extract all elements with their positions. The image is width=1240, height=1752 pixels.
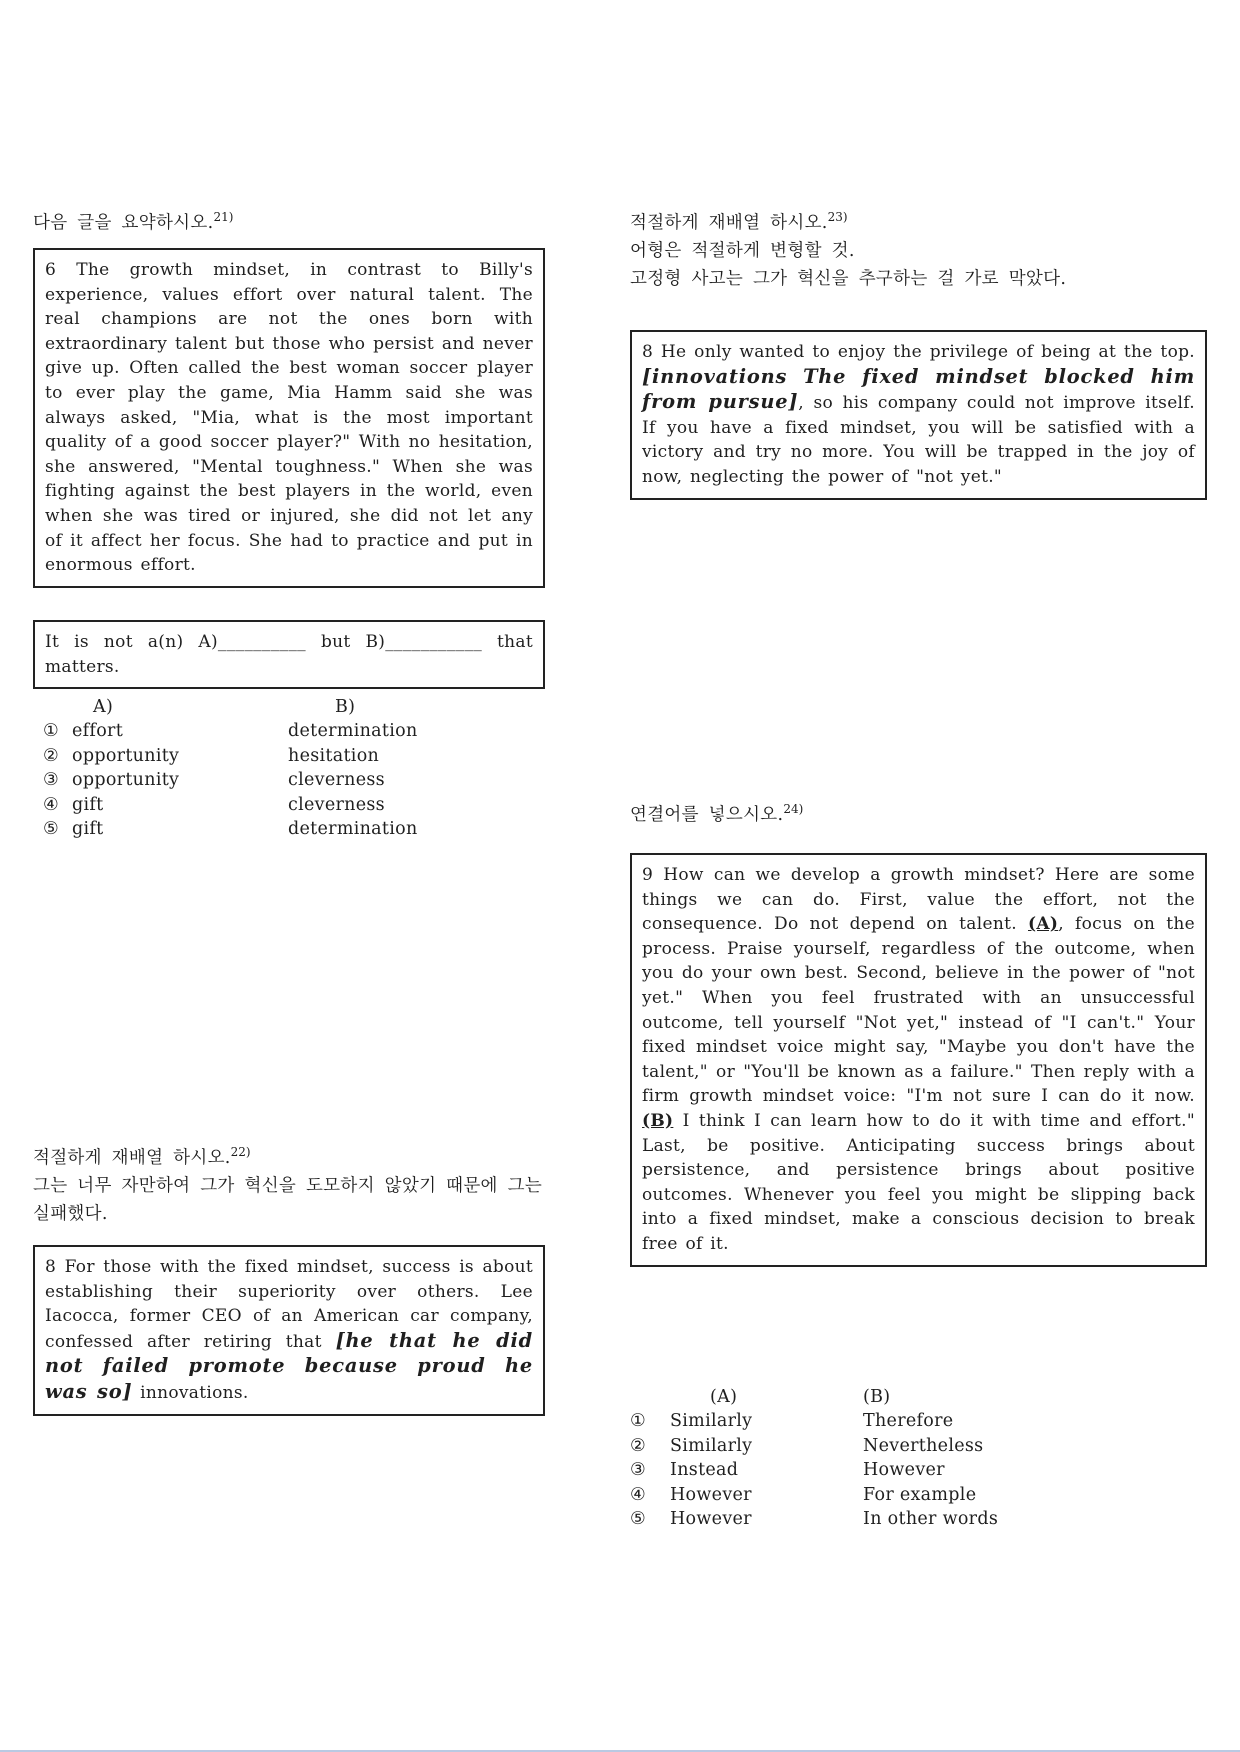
- q24-option-5: [630, 1507, 1207, 1531]
- q21-option-5: [33, 817, 545, 841]
- q24-options: [630, 1385, 1207, 1531]
- option-number-spacer: [630, 1385, 670, 1409]
- option-b-value: hesitation: [288, 745, 380, 766]
- option-a-value: Similarly: [670, 1435, 753, 1456]
- option-b-value: Nevertheless: [863, 1435, 984, 1456]
- option-number: ③: [43, 770, 59, 791]
- q21-prompt-text: 다음 글을 요약하시오.: [33, 212, 214, 233]
- option-a-value: effort: [72, 721, 124, 742]
- option-a-value: opportunity: [72, 770, 180, 791]
- q24-passage-box: [630, 853, 1207, 1267]
- q22-prompt-text: 적절하게 재배열 하시오.: [33, 1147, 231, 1168]
- q21-passage-box: [33, 248, 545, 588]
- q21-col-b-header: B): [335, 697, 356, 717]
- option-number-spacer: [43, 695, 72, 719]
- q21-option-2: [33, 744, 545, 768]
- q22-passage-box: [33, 1245, 545, 1416]
- q23-footnote-ref: 23): [827, 210, 848, 224]
- option-b-value: cleverness: [288, 794, 385, 815]
- q23-prompt-line: [630, 203, 1207, 237]
- q24-footnote-ref: 24): [783, 802, 804, 816]
- option-a-value: gift: [72, 819, 104, 840]
- option-number: ②: [630, 1435, 646, 1456]
- option-number: ④: [43, 794, 59, 815]
- q21-col-a-header: A): [93, 697, 114, 717]
- q21-summary-sentence: It is not a(n) A)__________ but B)___________ that matters.: [45, 632, 533, 677]
- option-b-value: For example: [863, 1484, 977, 1505]
- q24-prompt: [630, 795, 1207, 829]
- option-a-value: gift: [72, 794, 104, 815]
- q23-prompt-text: 적절하게 재배열 하시오.: [630, 212, 828, 233]
- option-number: ⑤: [43, 819, 59, 840]
- q22-condition: 그는 너무 자만하여 그가 혁신을 도모하지 않았기 때문에 그는 실패했다.: [33, 1175, 543, 1224]
- left-column: [33, 0, 545, 1752]
- option-b-value: Therefore: [863, 1411, 954, 1432]
- q21-options: [33, 695, 545, 841]
- option-number: ③: [630, 1460, 646, 1481]
- q24-options-header: [630, 1385, 1207, 1409]
- right-column: [630, 0, 1207, 1752]
- option-a-value: opportunity: [72, 745, 180, 766]
- q24-option-2: [630, 1434, 1207, 1458]
- q23-prompt: [630, 203, 1207, 293]
- q24-option-3: [630, 1458, 1207, 1482]
- q21-footnote-ref: 21): [213, 210, 234, 224]
- option-number: ④: [630, 1484, 646, 1505]
- q21-option-3: [33, 768, 545, 792]
- q22-prompt: [33, 1138, 545, 1228]
- q22-prompt-line: [33, 1138, 545, 1172]
- option-number: ②: [43, 745, 59, 766]
- option-a-value: Similarly: [670, 1411, 753, 1432]
- q21-option-1: [33, 719, 545, 743]
- option-b-value: cleverness: [288, 770, 385, 791]
- option-number: ①: [630, 1411, 646, 1432]
- q21-passage: 6 The growth mindset, in contrast to Billy's experience, values effort over natural talent. The real champions are not the ones born with extraordinary talent but those who persist and never give up. Often called the best woman soccer player to ever play the game, Mia Hamm said she was always asked, "Mia, what is the most important quality of a good soccer player?" With no hesitation, she answered, "Mental toughness." When she was fighting against the best players in the world, even when she was tired or injured, she did not let any of it affect her focus. She had to practice and put in enormous effort.: [45, 260, 533, 576]
- q22-passage: 8 For those with the fixed mindset, success is about establishing their superiority over others. Lee Iacocca, former CEO of an American car company, confessed after retiring that [he that he did not failed promote because proud he was so] innovations.: [45, 1257, 533, 1403]
- q21-option-4: [33, 793, 545, 817]
- q24-col-a-header: (A): [710, 1387, 738, 1407]
- q24-col-b-header: (B): [863, 1387, 891, 1407]
- option-b-value: determination: [288, 819, 418, 840]
- option-b-value: However: [863, 1460, 945, 1481]
- q23-passage-box: [630, 330, 1207, 500]
- option-number: ①: [43, 721, 59, 742]
- q23-condition-2: 고정형 사고는 그가 혁신을 추구하는 걸 가로 막았다.: [630, 268, 1067, 289]
- option-a-value: However: [670, 1509, 752, 1530]
- q21-prompt: [33, 203, 545, 237]
- q24-passage: 9 How can we develop a growth mindset? Here are some things we can do. First, value the effort, not the consequence. Do not depend on talent. (A), focus on the process. Praise yourself, regardless of the outcome, when you do your own best. Second, believe in the power of "not yet." When you feel frustrated with an unsuccessful outcome, tell yourself "Not yet," instead of "I can't." Your fixed mindset voice might say, "Maybe you don't have the talent," or "You'll be known as a failure." Then reply with a firm growth mindset voice: "I'm not sure I can do it now. (B) I think I can learn how to do it with time and effort." Last, be positive. Anticipating success brings about persistence, and persistence brings about positive outcomes. Whenever you feel you might be slipping back into a fixed mindset, make a conscious decision to break free of it.: [642, 865, 1195, 1254]
- q22-footnote-ref: 22): [230, 1145, 251, 1159]
- q21-options-header: [33, 695, 545, 719]
- q21-summary-box: [33, 620, 545, 689]
- option-number: ⑤: [630, 1509, 646, 1530]
- option-b-value: determination: [288, 721, 418, 742]
- q24-prompt-text: 연결어를 넣으시오.: [630, 804, 784, 825]
- q24-option-4: [630, 1483, 1207, 1507]
- q24-option-1: [630, 1409, 1207, 1433]
- q23-passage: 8 He only wanted to enjoy the privilege of being at the top. [innovations The fixed mindset blocked him from pursue], so his company could not improve itself. If you have a fixed mindset, you will be satisfied with a victory and try no more. You will be trapped in the joy of now, neglecting the power of "not yet.": [642, 342, 1195, 487]
- option-b-value: In other words: [863, 1509, 999, 1530]
- option-a-value: Instead: [670, 1460, 739, 1481]
- option-a-value: However: [670, 1484, 752, 1505]
- q23-condition-1: 어형은 적절하게 변형할 것.: [630, 240, 855, 261]
